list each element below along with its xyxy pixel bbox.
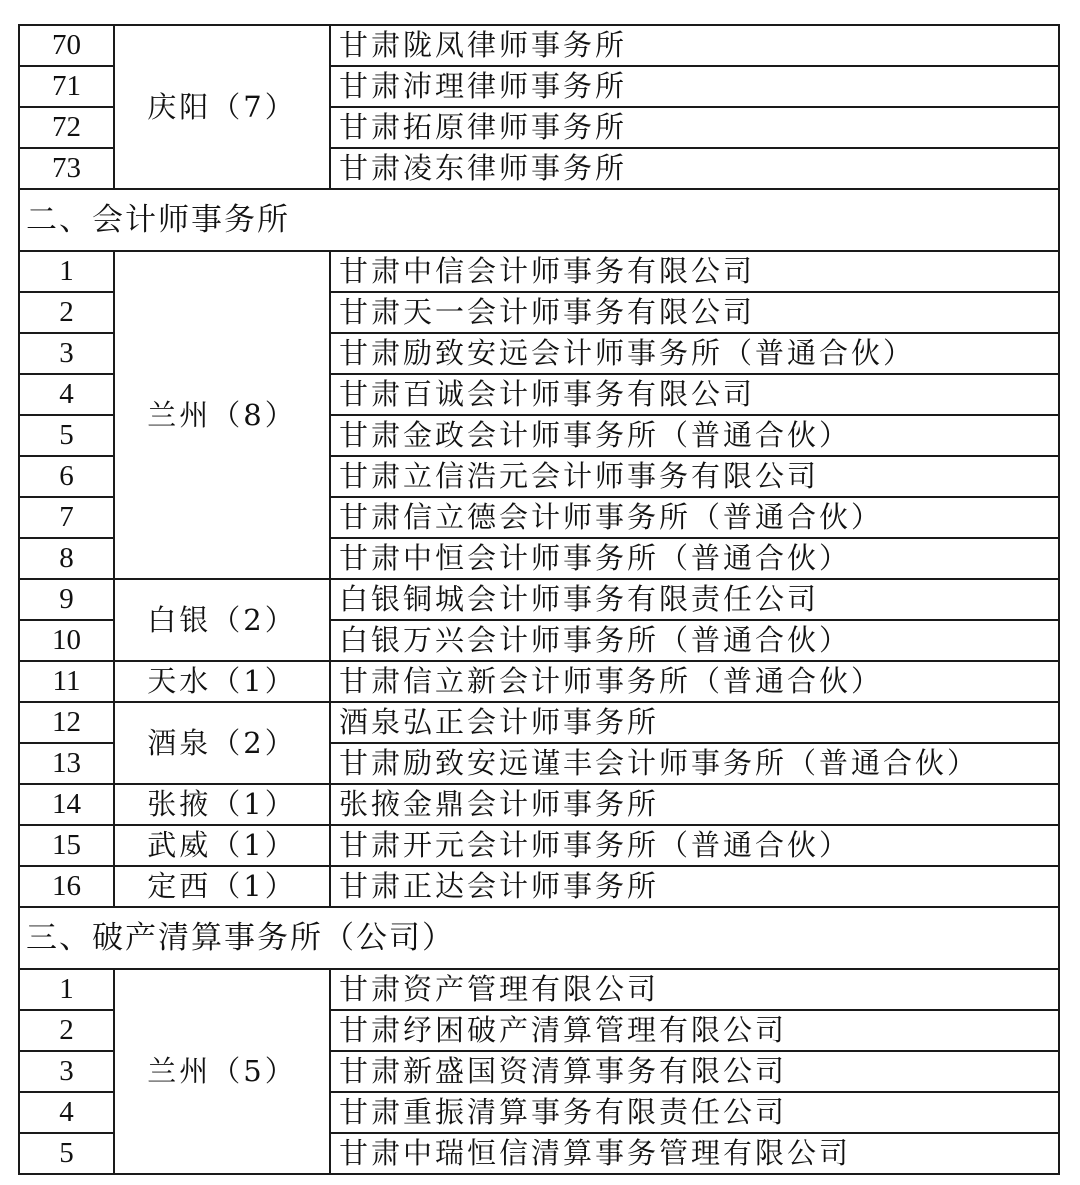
row-number: 4: [19, 1092, 114, 1133]
row-number: 1: [19, 969, 114, 1010]
firm-name: 甘肃信立新会计师事务所（普通合伙）: [330, 661, 1059, 702]
firm-name: 甘肃中瑞恒信清算事务管理有限公司: [330, 1133, 1059, 1174]
table-row: [19, 825, 1059, 866]
firm-name: 甘肃励致安远会计师事务所（普通合伙）: [330, 333, 1059, 374]
row-number: 15: [19, 825, 114, 866]
region-cell: 定西（1）: [114, 866, 330, 907]
firm-name: 甘肃中信会计师事务有限公司: [330, 251, 1059, 292]
row-number: 11: [19, 661, 114, 702]
row-number: 2: [19, 1010, 114, 1051]
row-number: 12: [19, 702, 114, 743]
firm-name: 甘肃信立德会计师事务所（普通合伙）: [330, 497, 1059, 538]
section-header-row: [19, 907, 1059, 969]
table-row: [19, 25, 1059, 66]
row-number: 9: [19, 579, 114, 620]
firm-name: 甘肃中恒会计师事务所（普通合伙）: [330, 538, 1059, 579]
document-page: [18, 24, 1060, 1175]
row-number: 10: [19, 620, 114, 661]
section-heading: 二、会计师事务所: [19, 189, 1059, 251]
row-number: 5: [19, 415, 114, 456]
table-row: [19, 969, 1059, 1010]
table-row: [19, 661, 1059, 702]
firm-name: 甘肃金政会计师事务所（普通合伙）: [330, 415, 1059, 456]
row-number: 13: [19, 743, 114, 784]
row-number: 16: [19, 866, 114, 907]
region-cell: 白银（2）: [114, 579, 330, 661]
firm-name: 甘肃天一会计师事务有限公司: [330, 292, 1059, 333]
row-number: 3: [19, 1051, 114, 1092]
firm-name: 张掖金鼎会计师事务所: [330, 784, 1059, 825]
firm-name: 甘肃沛理律师事务所: [330, 66, 1059, 107]
region-cell: 武威（1）: [114, 825, 330, 866]
firm-name: 甘肃励致安远谨丰会计师事务所（普通合伙）: [330, 743, 1059, 784]
firm-name: 甘肃拓原律师事务所: [330, 107, 1059, 148]
row-number: 3: [19, 333, 114, 374]
row-number: 6: [19, 456, 114, 497]
table-row: [19, 251, 1059, 292]
table-row: [19, 702, 1059, 743]
row-number: 70: [19, 25, 114, 66]
region-cell: 兰州（8）: [114, 251, 330, 579]
region-cell: 兰州（5）: [114, 969, 330, 1174]
row-number: 5: [19, 1133, 114, 1174]
table-row: [19, 784, 1059, 825]
firm-name: 甘肃立信浩元会计师事务有限公司: [330, 456, 1059, 497]
firm-name: 甘肃百诚会计师事务有限公司: [330, 374, 1059, 415]
firm-name: 甘肃凌东律师事务所: [330, 148, 1059, 189]
firm-name: 酒泉弘正会计师事务所: [330, 702, 1059, 743]
region-cell: 酒泉（2）: [114, 702, 330, 784]
row-number: 14: [19, 784, 114, 825]
region-cell: 张掖（1）: [114, 784, 330, 825]
firm-name: 甘肃正达会计师事务所: [330, 866, 1059, 907]
table-row: [19, 866, 1059, 907]
row-number: 73: [19, 148, 114, 189]
row-number: 72: [19, 107, 114, 148]
row-number: 8: [19, 538, 114, 579]
firm-name: 甘肃新盛国资清算事务有限公司: [330, 1051, 1059, 1092]
row-number: 2: [19, 292, 114, 333]
section-heading: 三、破产清算事务所（公司）: [19, 907, 1059, 969]
region-cell: 庆阳（7）: [114, 25, 330, 189]
firm-name: 甘肃重振清算事务有限责任公司: [330, 1092, 1059, 1133]
firm-name: 白银铜城会计师事务有限责任公司: [330, 579, 1059, 620]
row-number: 71: [19, 66, 114, 107]
firm-name: 白银万兴会计师事务所（普通合伙）: [330, 620, 1059, 661]
firm-listing-table: [18, 24, 1060, 1175]
row-number: 1: [19, 251, 114, 292]
table-row: [19, 579, 1059, 620]
row-number: 4: [19, 374, 114, 415]
firm-name: 甘肃纾困破产清算管理有限公司: [330, 1010, 1059, 1051]
region-cell: 天水（1）: [114, 661, 330, 702]
firm-name: 甘肃开元会计师事务所（普通合伙）: [330, 825, 1059, 866]
firm-name: 甘肃陇凤律师事务所: [330, 25, 1059, 66]
row-number: 7: [19, 497, 114, 538]
section-header-row: [19, 189, 1059, 251]
firm-name: 甘肃资产管理有限公司: [330, 969, 1059, 1010]
